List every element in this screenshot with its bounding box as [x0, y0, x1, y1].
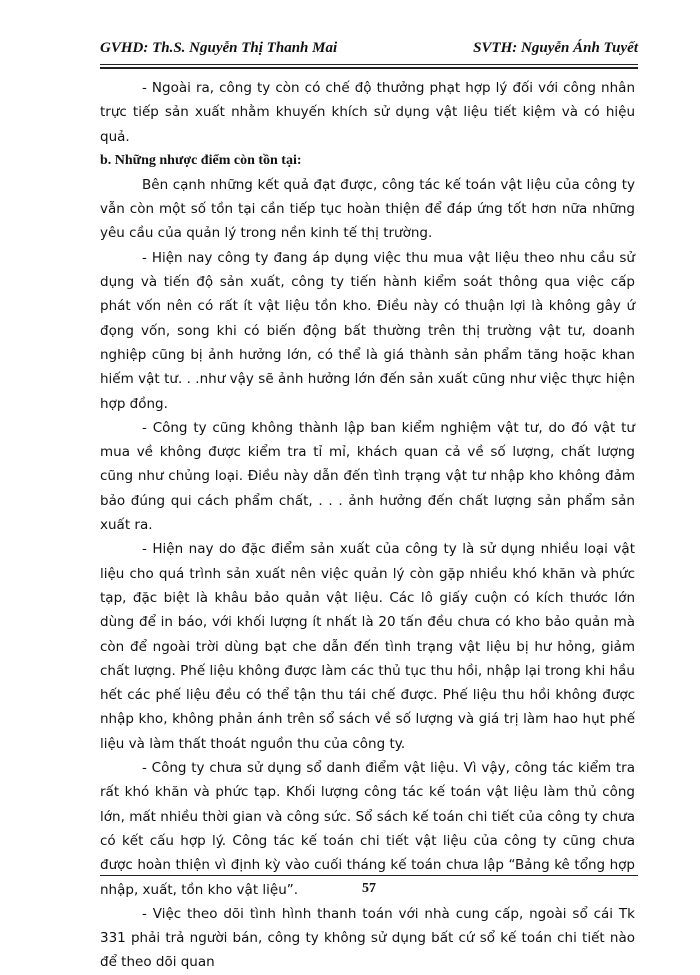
header-rule: [100, 64, 638, 65]
header-student: SVTH: Nguyễn Ánh Tuyết: [473, 40, 638, 56]
page-number: 57: [362, 881, 376, 896]
body-paragraph: - Công ty cũng không thành lập ban kiểm nghiệm vật tư, do đó vật tư mua về không được kiểm tra tỉ mỉ, khách quan cả về số lượng, chất lượng cũng như chủng loại. Điều này dẫn đến tình trạng vật tư nhập kho không đảm bảo đúng qui cách phẩm chất, . . . ảnh hưởng đến chất lượng sản phẩm sản xuất ra.: [100, 419, 635, 534]
body-paragraph: - Hiện nay do đặc điểm sản xuất của công ty là sử dụng nhiều loại vật liệu cho quá trình sản xuất nên việc quản lý còn gặp nhiều khó khăn và phức tạp, đặc biệt là khâu bảo quản vật liệu. Các lô giấy cuộn có kích thước lớn dùng để in báo, với khối lượng ít nhất là 20 tấn đều chưa có kho bảo quản mà còn để ngoài trời dùng bạt che dẫn đến tình trạng vật liệu bị hư hỏng, giảm chất lượng. Phế liệu không được làm các thủ tục thu hồi, nhập lại trong khi hầu hết các phế liệu đều có thể tận thu tái chế được. Phế liệu thu hồi không được nhập kho, không phản ánh trên sổ sách về số lượng và giá trị làm hao hụt phế liệu và làm thất thoát nguồn thu của công ty.: [100, 541, 635, 752]
page-body: [100, 76, 635, 975]
body-paragraph: Bên cạnh những kết quả đạt được, công tác kế toán vật liệu của công ty vẫn còn một số tồn tại cần tiếp tục hoàn thiện để đáp ứng tốt hơn nữa những yêu cầu của quản lý trong nền kinh tế thị trường.: [100, 176, 635, 242]
body-paragraph: - Công ty chưa sử dụng sổ danh điểm vật liệu. Vì vậy, công tác kiểm tra rất khó khăn và phức tạp. Khối lượng công tác kế toán vật liệu làm thủ công lớn, mất nhiều thời gian và công sức. Sổ sách kế toán chi tiết của công ty chưa có kết cấu hợp lý. Công tác kế toán chi tiết vật liệu của công ty cũng chưa được hoàn thiện vì định kỳ vào cuối tháng kế toán chưa lập “Bảng kê tổng hợp nhập, xuất, tồn kho vật liệu”.: [100, 760, 635, 898]
body-paragraph: - Việc theo dõi tình hình thanh toán với nhà cung cấp, ngoài sổ cái Tk 331 phải trả người bán, công ty không sử dụng bất cứ sổ kế toán chi tiết nào để theo dõi quan: [100, 905, 635, 971]
header-rule-thick: [100, 67, 638, 69]
body-paragraph: - Hiện nay công ty đang áp dụng việc thu mua vật liệu theo nhu cầu sử dụng và tiến độ sản xuất, công ty tiến hành kiểm soát thông qua việc cấp phát vốn nên có rất ít vật liệu tồn kho. Điều này có thuận lợi là không gây ứ đọng vốn, song khi có biến động bất thường trên thị trường vật tư, doanh nghiệp cũng bị ảnh hưởng lớn, có thể là giá thành sản phẩm tăng hoặc khan hiếm vật tư. . .như vậy sẽ ảnh hưởng lớn đến sản xuất cũng như việc thực hiện hợp đồng.: [100, 249, 635, 412]
header-supervisor: GVHD: Th.S. Nguyễn Thị Thanh Mai: [100, 40, 338, 56]
intro-paragraph: - Ngoài ra, công ty còn có chế độ thưởng phạt hợp lý đối với công nhân trực tiếp sản xuất nhằm khuyến khích sử dụng vật liệu tiết kiệm và có hiệu quả.: [100, 80, 635, 145]
footer-rule: [100, 875, 638, 876]
page-header: [100, 40, 638, 64]
section-heading: b. Những nhược điểm còn tồn tại:: [100, 152, 302, 168]
